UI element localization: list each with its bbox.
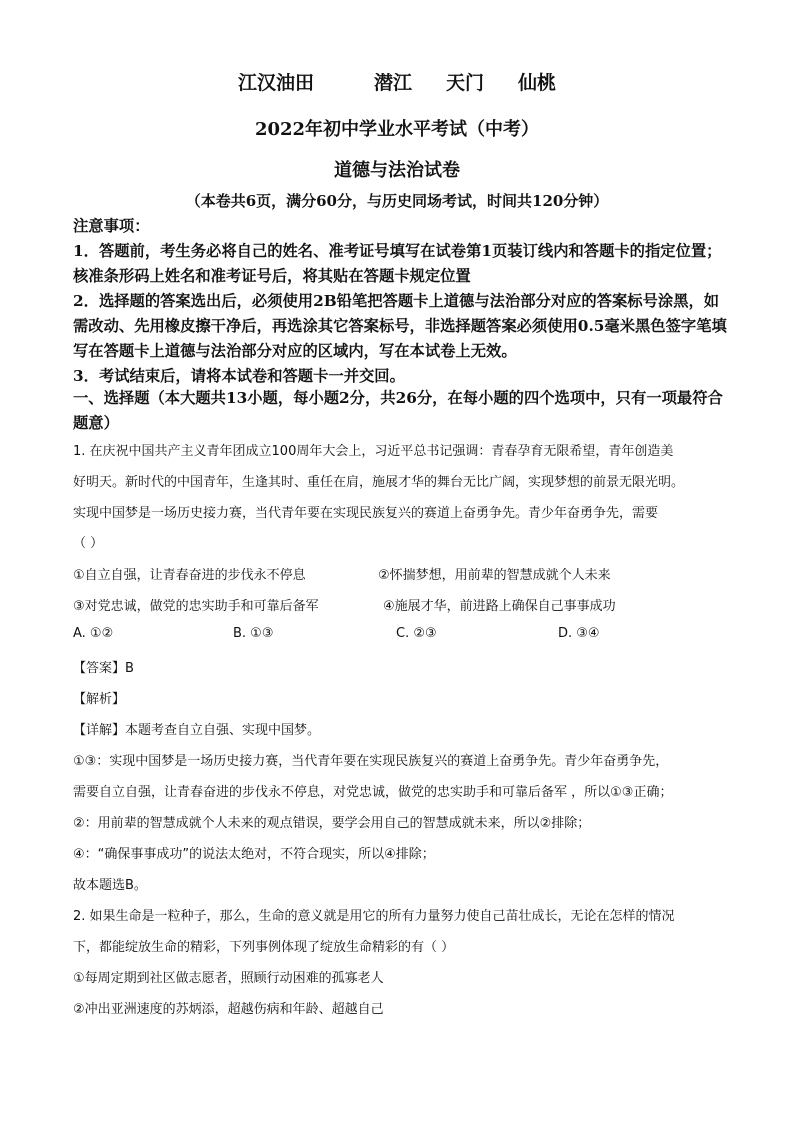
notice-title: 注意事项： bbox=[73, 217, 150, 235]
q1-choice-d: D. ③④ bbox=[558, 626, 600, 641]
notice-item-2: 2．选择题的答案选出后，必须使用2B铅笔把答题卡上道德与法治部分对应的答案标号涂黑，如需改动、先用橡皮擦干净后，再选涂其它答案标号，非选择题答案必须使用0.5毫米黑色签字笔填写在答题卡上道德与法治部分对应的区域内，写在本试卷上无效。 bbox=[73, 292, 727, 360]
q1-explanation-1-line-1: ①③：实现中国梦是一场历史接力赛，当代青年要在实现民族复兴的赛道上奋勇争先。青少年奋勇争先， bbox=[73, 754, 669, 769]
region-jianghan-oilfield: 江汉油田 bbox=[237, 72, 314, 94]
q2-stem-line-1: 2. 如果生命是一粒种子，那么，生命的意义就是用它的所有力量努力使自己苗壮成长，无论在怎样的情况 bbox=[73, 909, 675, 924]
q1-explanation-1-line-2: 需要自立自强，让青春奋进的步伐永不停息，对党忠诚，做党的忠实助手和可靠后备军 ，所以①③正确； bbox=[73, 785, 673, 800]
region-qianjiang: 潜江 bbox=[373, 72, 412, 94]
q1-explanation-3: ④：“确保事事成功”的说法太绝对，不符合现实，所以④排除； bbox=[73, 847, 435, 862]
q1-analysis-label: 【解析】 bbox=[73, 692, 126, 707]
q1-option-2: ②怀揣梦想，用前辈的智慧成就个人未来 bbox=[378, 568, 611, 583]
q1-choice-b: B. ①③ bbox=[233, 626, 274, 641]
q1-option-4: ④施展才华，前进路上确保自己事事成功 bbox=[383, 599, 616, 614]
q1-explanation-2: ②：用前辈的智慧成就个人未来的观点错误，要学会用自己的智慧成就未来，所以②排除； bbox=[73, 816, 591, 831]
region-line bbox=[0, 68, 794, 95]
q1-stem-line-2: 好明天。新时代的中国青年，生逢其时、重任在肩，施展才华的舞台无比广阔，实现梦想的前景无限光明。 bbox=[73, 475, 685, 490]
region-xiantao: 仙桃 bbox=[518, 72, 557, 94]
q2-stem-line-2: 下，都能绽放生命的精彩，下列事例体现了绽放生命精彩的有（ ） bbox=[73, 940, 455, 955]
subject-title: 道德与法治试卷 bbox=[334, 160, 460, 181]
q1-conclusion: 故本题选B。 bbox=[73, 878, 147, 893]
section-heading: 一、选择题（本大题共13小题，每小题2分，共26分，在每小题的四个选项中，只有一项最符合题意） bbox=[73, 389, 723, 432]
region-tianmen: 天门 bbox=[446, 72, 485, 94]
q1-answer: 【答案】B bbox=[73, 661, 134, 676]
notice-item-1: 1．答题前，考生务必将自己的姓名、准考证号填写在试卷第1页装订线内和答题卡的指定位置；核准条形码上姓名和准考证号后，将其贴在答题卡规定位置 bbox=[73, 242, 722, 285]
q1-option-1: ①自立自强，让青春奋进的步伐永不停息 bbox=[73, 568, 306, 583]
exam-info: （本卷共6页，满分60分，与历史同场考试，时间共120分钟） bbox=[185, 192, 609, 210]
q1-answer-blank: （ ） bbox=[73, 536, 104, 551]
exam-title: 2022年初中学业水平考试（中考） bbox=[254, 119, 540, 140]
q1-stem-line-3: 实现中国梦是一场历史接力赛，当代青年要在实现民族复兴的赛道上奋勇争先。青少年奋勇争先，需要 bbox=[73, 506, 659, 521]
q1-option-3: ③对党忠诚，做党的忠实助手和可靠后备军 bbox=[73, 599, 319, 614]
q1-choice-a: A. ①② bbox=[73, 626, 114, 641]
q2-option-2: ②冲出亚洲速度的苏炳添，超越伤病和年龄、超越自己 bbox=[73, 1002, 384, 1017]
q2-option-1: ①每周定期到社区做志愿者，照顾行动困难的孤寡老人 bbox=[73, 971, 384, 986]
q1-stem-line-1: 1. 在庆祝中国共产主义青年团成立100周年大会上，习近平总书记强调：青春孕育无限希望，青年创造美 bbox=[73, 444, 674, 459]
q1-choice-c: C. ②③ bbox=[396, 626, 437, 641]
notice-item-3: 3．考试结束后，请将本试卷和答题卡一并交回。 bbox=[73, 367, 405, 385]
q1-detail: 【详解】本题考查自立自强、实现中国梦。 bbox=[73, 723, 321, 738]
